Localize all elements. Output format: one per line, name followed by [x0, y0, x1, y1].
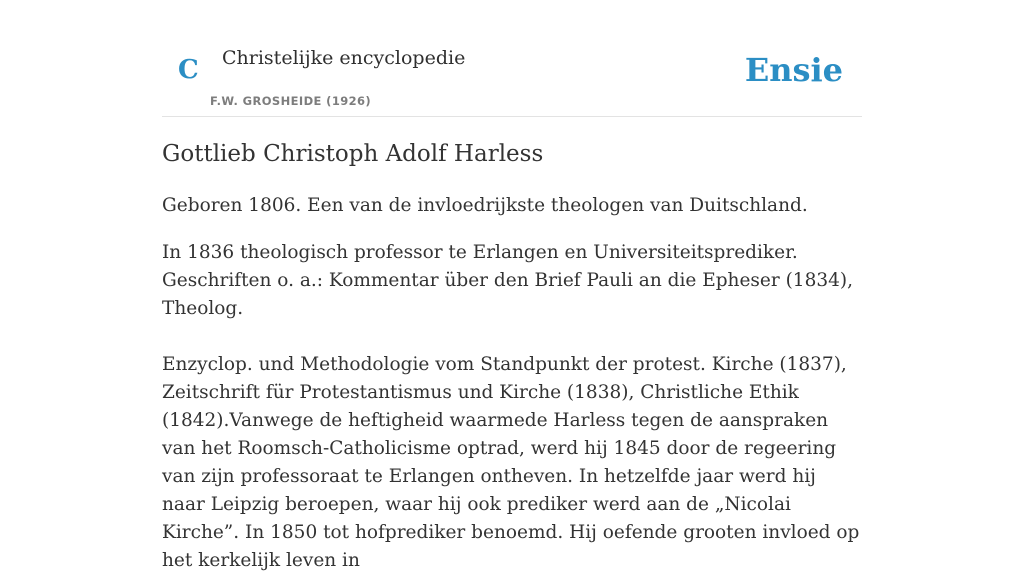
article-paragraph-3: Enzyclop. und Methodologie vom Standpunkt der protest. Kirche (1837), Zeitschrift für Protestantismus und Kirche (1838), Christliche Ethik (1842).Vanwege de heftigheid waarmede Harless tegen de aanspraken van het Roomsch-Catholicisme optrad, werd hij 1845 door de regeering van zijn professoraat te Erlangen ontheven. In hetzelfde jaar werd hij naar Leipzig beroepen, waar hij ook prediker werd aan de „Nicolai Kirche”. In 1850 tot hofprediker benoemd. Hij oefende grooten invloed op het kerkelijk leven in — [162, 354, 860, 571]
article-body — [162, 136, 862, 575]
publication-logo-icon[interactable]: C — [178, 55, 199, 85]
publication-title-link[interactable]: Christelijke encyclopedie — [222, 47, 466, 69]
page-header — [162, 0, 862, 117]
article-paragraph-2: In 1836 theologisch professor te Erlangen en Universiteitsprediker. Geschriften o. a.: Kommentar über den Brief Pauli an die Epheser (1834), Theolog. — [162, 242, 853, 319]
article-title: Gottlieb Christoph Adolf Harless — [162, 141, 544, 167]
ensie-logo[interactable]: Ensie — [744, 51, 843, 89]
article-paragraph-1: Geboren 1806. Een van de invloedrijkste theologen van Duitschland. — [162, 195, 808, 216]
author-byline: F.W. GROSHEIDE (1926) — [210, 94, 372, 108]
